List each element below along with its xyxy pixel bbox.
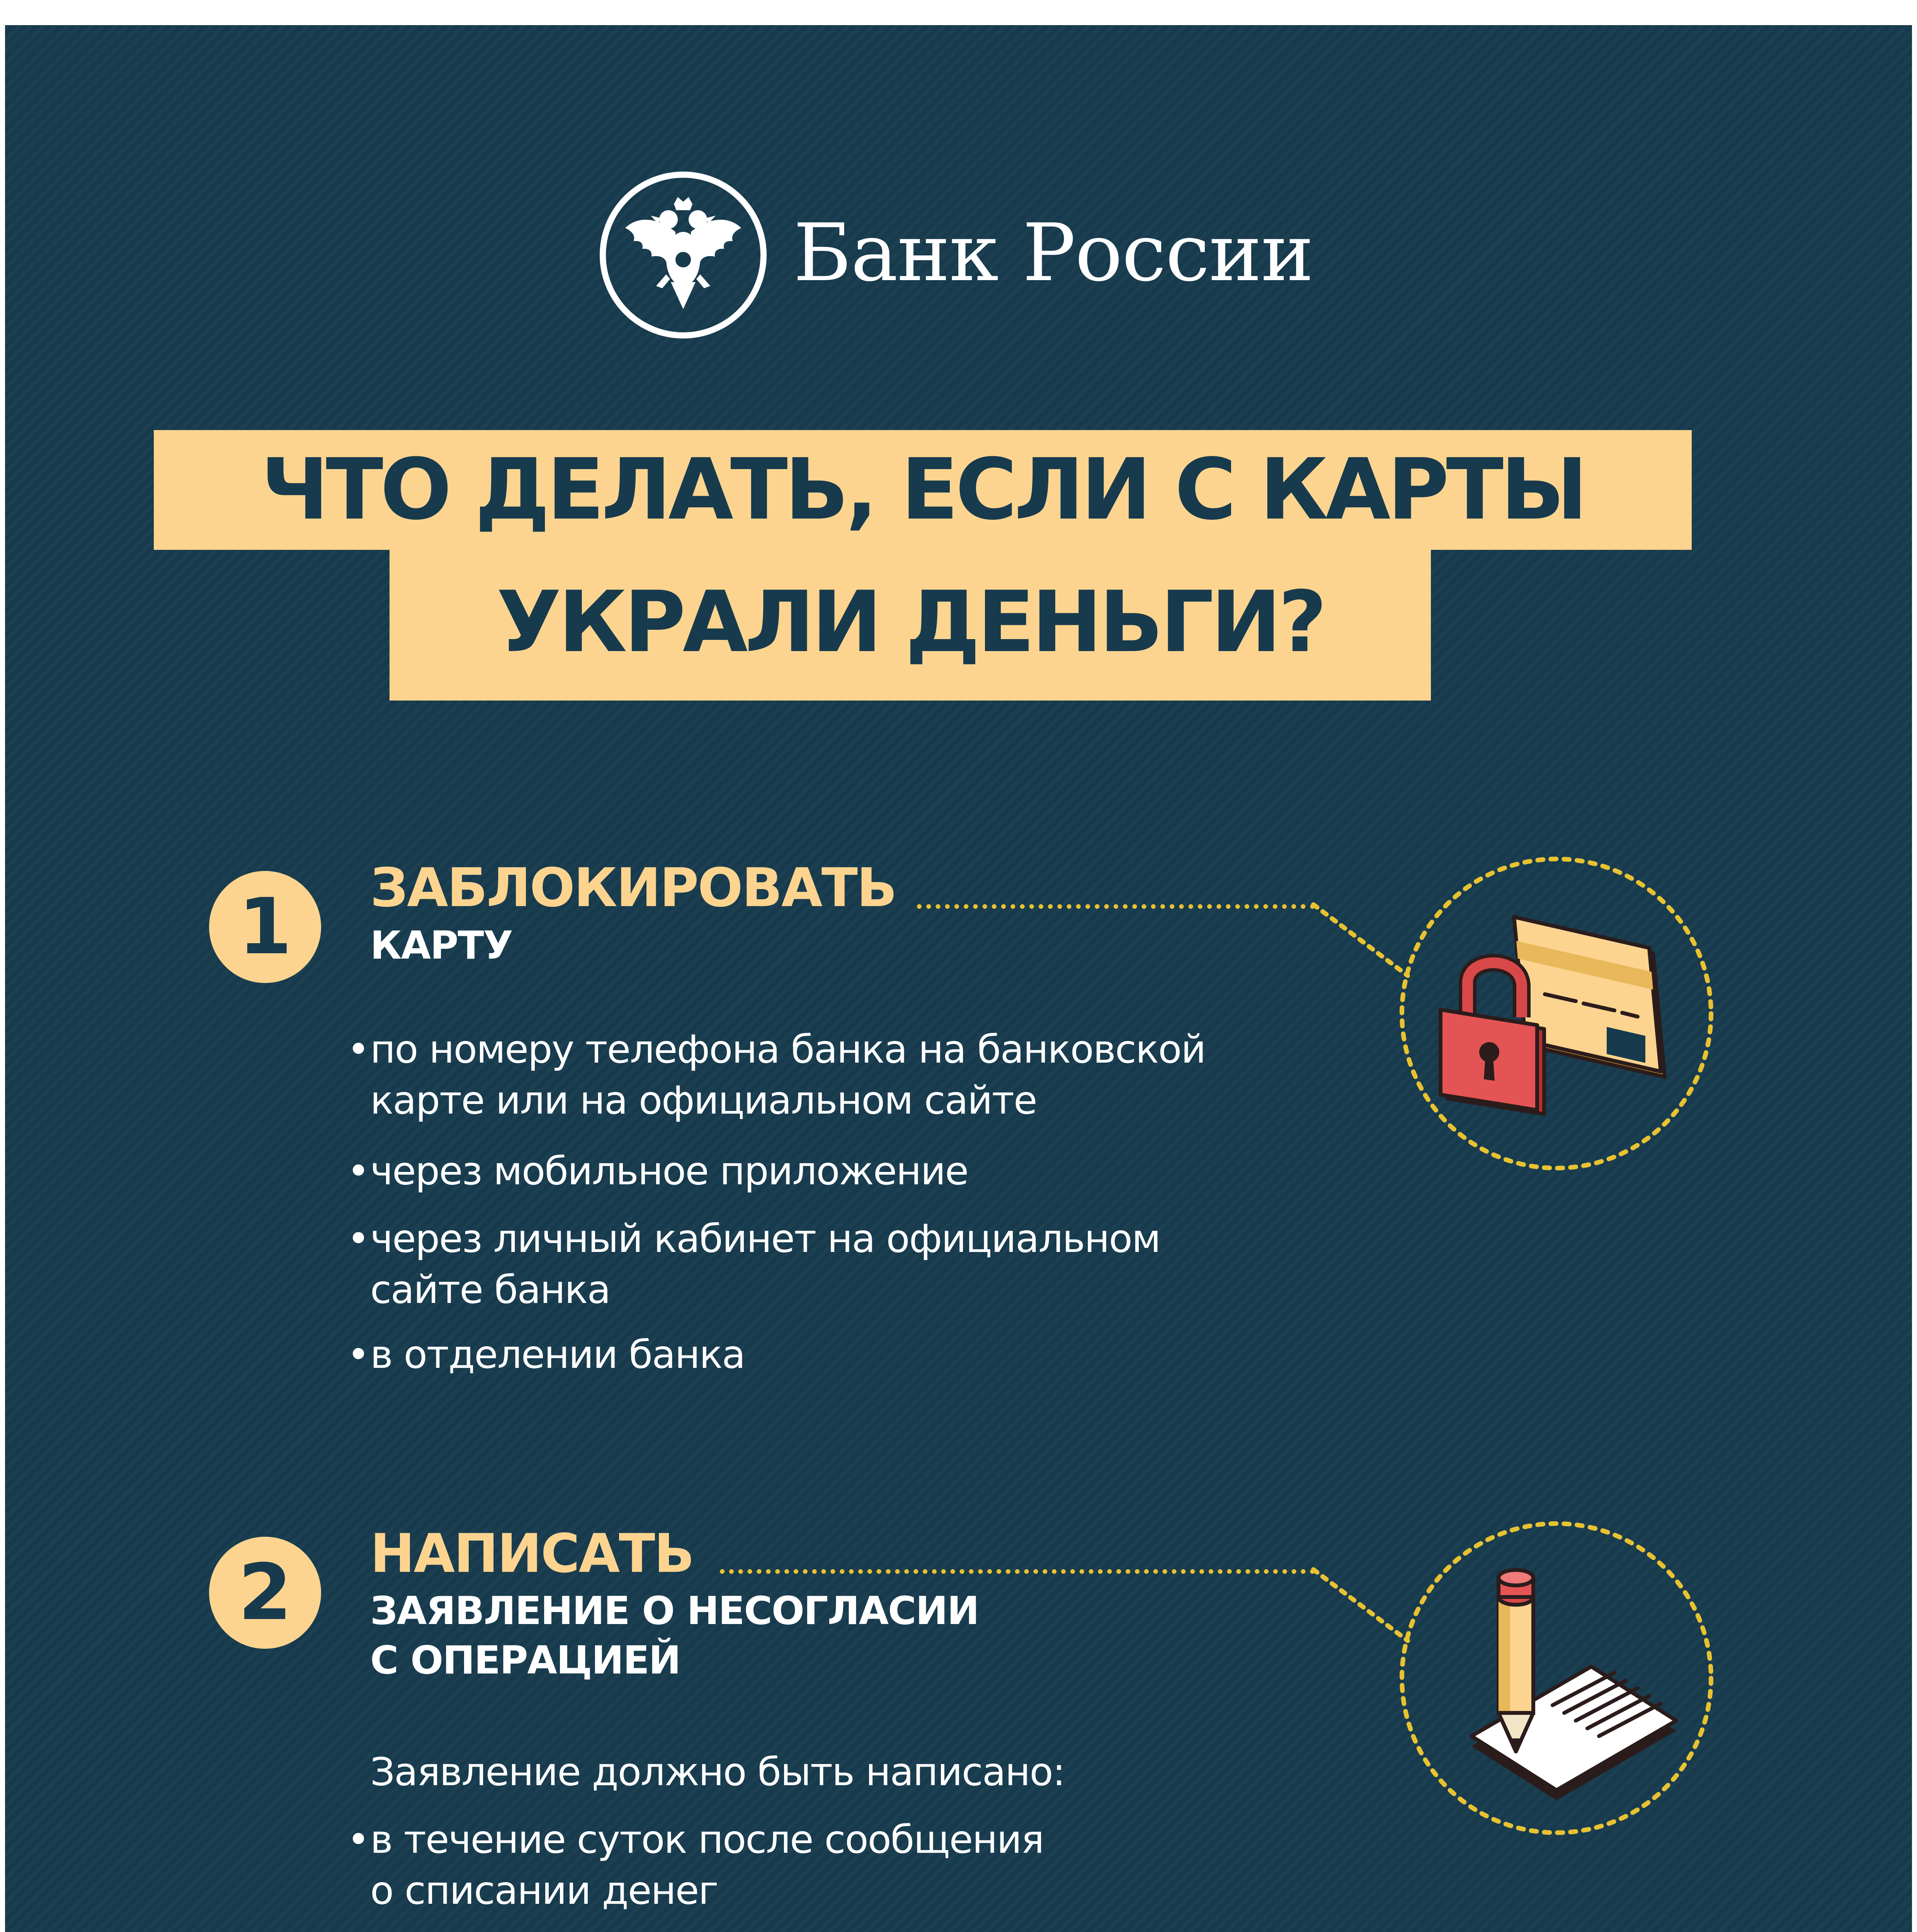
- brand-name: Банк России: [793, 207, 1313, 299]
- bullet-dot: •: [347, 1148, 370, 1194]
- step-2-number: 2: [209, 1537, 321, 1649]
- step-1-bullet-4: в отделении банка: [370, 1332, 745, 1377]
- bullet-dot: •: [347, 1027, 370, 1072]
- infographic-poster: [5, 25, 1912, 1932]
- step-2-note: Заявление должно быть написано:: [370, 1749, 1065, 1794]
- bullet-dot: •: [347, 1817, 370, 1862]
- step-2-bullet-1b: о списании денег: [370, 1868, 718, 1913]
- step-1-bullet-2: через мобильное приложение: [370, 1148, 968, 1194]
- bullet-dot: •: [347, 1332, 370, 1377]
- step-1-number: 1: [209, 871, 321, 983]
- bullet-dot: •: [347, 1216, 370, 1261]
- step-1-heading: ЗАБЛОКИРОВАТЬ: [370, 857, 896, 919]
- title-line-2: УКРАЛИ ДЕНЬГИ?: [390, 550, 1431, 701]
- step-2-bullet-1a: в течение суток после сообщения: [370, 1817, 1044, 1862]
- step-1-bullet-1a: по номеру телефона банка на банковской: [370, 1027, 1206, 1072]
- step-1-bullet-3a: через личный кабинет на официальном: [370, 1216, 1160, 1261]
- pencil-document-icon: [1398, 1520, 1715, 1837]
- step-1-bullet-1b: карте или на официальном сайте: [370, 1078, 1037, 1123]
- lock-card-icon: [1398, 855, 1715, 1172]
- step-2-subheading-1: ЗАЯВЛЕНИЕ О НЕСОГЛАСИИ: [370, 1588, 979, 1633]
- title-line-1: ЧТО ДЕЛАТЬ, ЕСЛИ С КАРТЫ: [154, 430, 1692, 550]
- step-2-heading: НАПИСАТЬ: [370, 1522, 694, 1585]
- step-1-dotted-line: [917, 904, 1315, 909]
- step-2-dotted-line: [720, 1569, 1315, 1574]
- eagle-emblem-icon: [598, 170, 768, 340]
- step-1-bullet-3b: сайте банка: [370, 1267, 610, 1312]
- step-2-subheading-2: С ОПЕРАЦИЕЙ: [370, 1638, 680, 1683]
- step-1-subheading: КАРТУ: [370, 923, 512, 968]
